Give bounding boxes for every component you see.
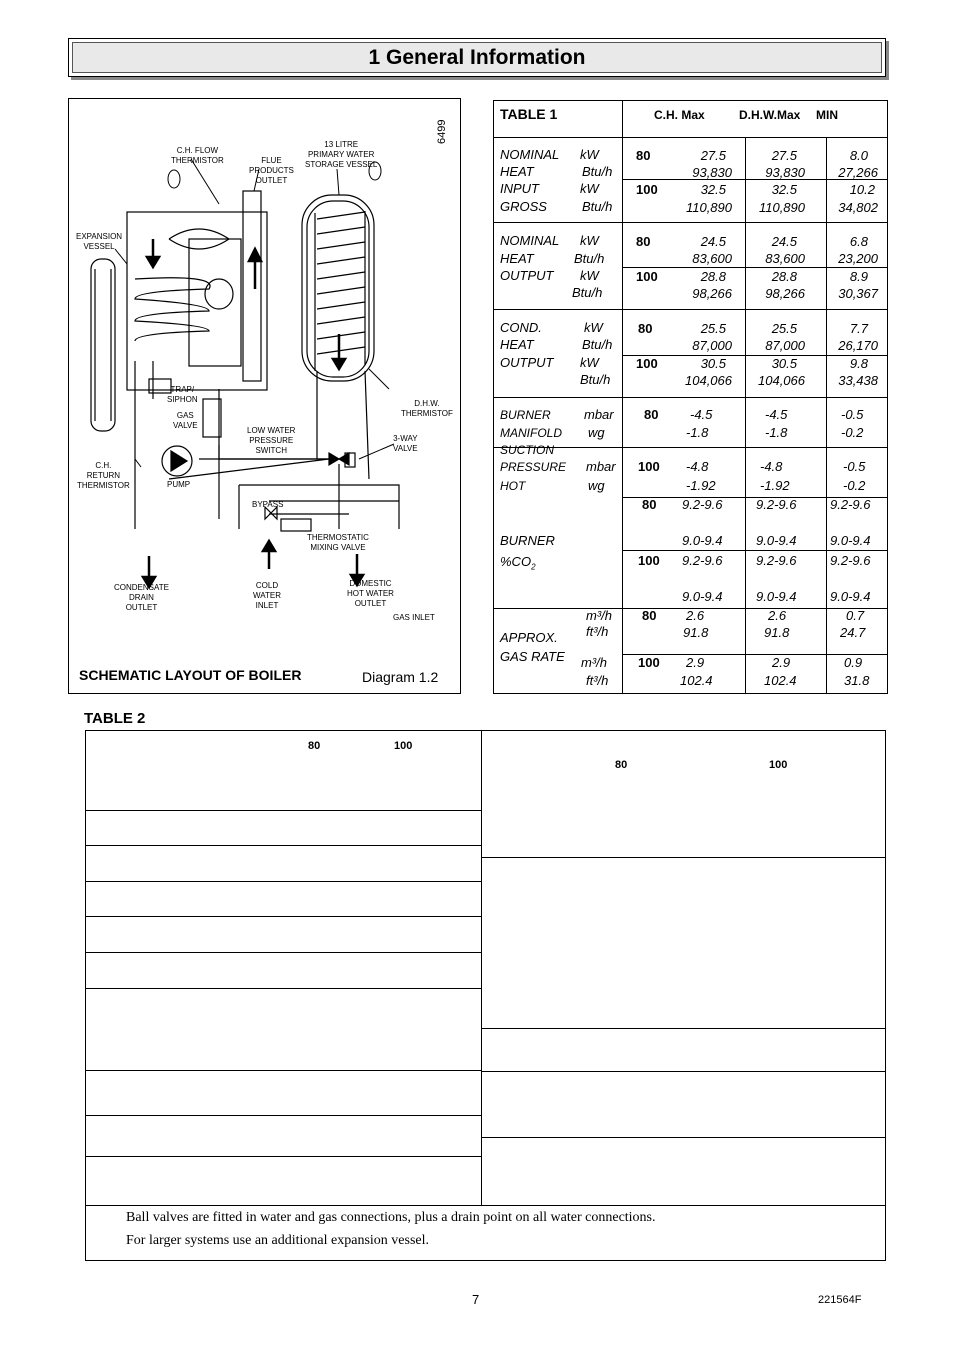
value-cell: 9.2-9.6: [830, 497, 871, 512]
row-label: HOT: [500, 479, 526, 493]
model-100: 100: [638, 553, 660, 568]
value-cell: 26,170: [838, 338, 878, 353]
value-cell: 9.0-9.4: [830, 533, 871, 548]
row-unit: kW: [580, 147, 599, 162]
col-header-ch-max: C.H. Max: [654, 108, 705, 122]
value-cell: 32.5: [771, 182, 797, 197]
label-low-water-pressure-switch: LOW WATER PRESSURE SWITCH: [247, 426, 296, 455]
value-cell: 7.7: [849, 321, 868, 336]
row-label: APPROX.: [500, 630, 558, 645]
value-cell: -4.5: [690, 407, 713, 422]
diagram-caption: SCHEMATIC LAYOUT OF BOILER: [79, 667, 302, 683]
value-cell: 102.4: [764, 673, 797, 688]
value-cell: 9.0-9.4: [756, 533, 797, 548]
value-cell: -0.5: [841, 407, 864, 422]
row-unit: kW: [580, 355, 599, 370]
value-cell: 102.4: [680, 673, 713, 688]
row-label: BURNER: [500, 533, 555, 548]
label-flue-outlet: FLUE PRODUCTS OUTLET: [249, 156, 294, 185]
value-cell: 0.7: [846, 608, 865, 623]
page-title: 1 General Information: [72, 42, 882, 73]
row-label-co2: $\%CO_2$: [500, 554, 536, 572]
value-cell: -1.8: [765, 425, 788, 440]
label-thermostatic-mixing-valve: THERMOSTATIC MIXING VALVE: [307, 533, 369, 552]
value-cell: 91.8: [764, 625, 790, 640]
model-100: 100: [638, 655, 660, 670]
t2-left-header-100: 100: [394, 740, 413, 752]
value-cell: 2.6: [768, 608, 787, 623]
row-label: INPUT: [500, 181, 539, 196]
value-cell: 27.5: [700, 148, 726, 163]
value-cell: 33,438: [838, 373, 878, 388]
value-cell: -0.2: [841, 425, 864, 440]
value-cell: -0.2: [843, 478, 866, 493]
value-cell: 2.6: [686, 608, 705, 623]
model-80: 80: [642, 608, 657, 623]
value-cell: 34,802: [838, 200, 878, 215]
row-label: GROSS: [500, 199, 547, 214]
col-header-min: MIN: [816, 108, 838, 122]
row-unit: kW: [580, 181, 599, 196]
row-unit: ft³/h: [586, 673, 609, 688]
table-2-title: TABLE 2: [84, 710, 146, 727]
col-header-dhw-max: D.H.W.Max: [739, 108, 801, 122]
row-label: HEAT: [500, 337, 534, 352]
value-cell: -1.8: [686, 425, 709, 440]
label-ch-return-thermistor: C.H. RETURN THERMISTOR: [77, 461, 130, 490]
value-cell: 10.2: [849, 182, 875, 197]
row-unit: kW: [580, 233, 599, 248]
value-cell: 9.0-9.4: [682, 589, 723, 604]
value-cell: 24.5: [700, 234, 726, 249]
label-storage-vessel: 13 LITRE PRIMARY WATER STORAGE VESSEL: [305, 140, 378, 169]
row-label: PRESSURE: [500, 460, 567, 474]
row-unit: mbar: [586, 459, 616, 474]
value-cell: -1.92: [760, 478, 790, 493]
value-cell: -1.92: [686, 478, 716, 493]
row-label: NOMINAL: [500, 147, 560, 162]
value-cell: 98,266: [692, 286, 732, 301]
row-unit: mbar: [584, 407, 614, 422]
label-dhw-thermistor: D.H.W. THERMISTOF: [401, 399, 453, 418]
label-gas-inlet: GAS INLET: [393, 613, 435, 622]
diagram-number: Diagram 1.2: [362, 669, 439, 685]
t2-right-header-100: 100: [769, 759, 788, 771]
row-unit: wg: [588, 425, 605, 440]
label-bypass: BYPASS: [252, 500, 284, 509]
row-unit: Btu/h: [574, 251, 605, 266]
model-80: 80: [636, 234, 651, 249]
section-title-box: [68, 38, 886, 77]
label-gas-valve: GAS VALVE: [173, 411, 198, 430]
label-expansion-vessel: EXPANSION VESSEL: [76, 232, 123, 251]
value-cell: 25.5: [700, 321, 726, 336]
row-label: SUCTION: [500, 443, 554, 457]
value-cell: 31.8: [844, 673, 870, 688]
value-cell: 91.8: [683, 625, 709, 640]
note-ball-valves: Ball valves are fitted in water and gas connections, plus a drain point on all water connections.: [126, 1210, 656, 1225]
model-80: 80: [636, 148, 651, 163]
value-cell: 9.2-9.6: [682, 497, 723, 512]
model-80: 80: [642, 497, 657, 512]
value-cell: 24.5: [771, 234, 797, 249]
value-cell: -0.5: [843, 459, 866, 474]
value-cell: -4.5: [765, 407, 788, 422]
page-number: 7: [472, 1292, 480, 1307]
label-ch-flow-thermistor: C.H. FLOW THERMISTOR: [171, 146, 224, 165]
row-label: GAS RATE: [500, 649, 565, 664]
value-cell: 32.5: [700, 182, 726, 197]
note-expansion-vessel: For larger systems use an additional expansion vessel.: [126, 1233, 430, 1248]
value-cell: 30.5: [700, 356, 726, 371]
value-cell: 9.2-9.6: [830, 553, 871, 568]
value-cell: 110,890: [758, 200, 805, 215]
value-cell: -4.8: [760, 459, 783, 474]
value-cell: 87,000: [765, 338, 805, 353]
row-label: HEAT: [500, 251, 534, 266]
value-cell: 2.9: [772, 655, 791, 670]
label-domestic-hot-water-outlet: DOMESTIC HOT WATER OUTLET: [347, 579, 394, 608]
value-cell: 83,600: [765, 251, 805, 266]
table-2: [85, 730, 886, 1261]
value-cell: 87,000: [692, 338, 732, 353]
value-cell: 104,066: [758, 373, 805, 388]
label-cold-water-inlet: COLD WATER INLET: [253, 581, 281, 610]
value-cell: 9.0-9.4: [756, 589, 797, 604]
value-cell: 9.0-9.4: [830, 589, 871, 604]
t2-right-header-80: 80: [615, 759, 628, 771]
t2-left-header-80: 80: [308, 740, 321, 752]
value-cell: 2.9: [686, 655, 705, 670]
value-cell: 9.2-9.6: [682, 553, 723, 568]
value-cell: 28.8: [700, 269, 726, 284]
value-cell: 23,200: [838, 251, 878, 266]
row-unit: m³/h: [581, 655, 607, 670]
value-cell: 93,830: [692, 165, 732, 180]
value-cell: 25.5: [771, 321, 797, 336]
value-cell: 30,367: [838, 286, 878, 301]
value-cell: 0.9: [844, 655, 863, 670]
value-cell: 27.5: [771, 148, 797, 163]
label-condensate-drain-outlet: CONDENSATE DRAIN OUTLET: [114, 583, 169, 612]
row-label: MANIFOLD: [500, 426, 563, 440]
row-unit: kW: [584, 320, 603, 335]
table-1: [493, 100, 888, 694]
value-cell: 9.8: [849, 356, 868, 371]
value-cell: 93,830: [765, 165, 805, 180]
row-label: HEAT: [500, 164, 534, 179]
value-cell: 8.0: [849, 148, 868, 163]
value-cell: 30.5: [771, 356, 797, 371]
row-unit: kW: [580, 268, 599, 283]
value-cell: 24.7: [840, 625, 866, 640]
row-unit: Btu/h: [582, 337, 613, 352]
table-1-title: TABLE 1: [500, 106, 558, 122]
value-cell: 9.0-9.4: [682, 533, 723, 548]
value-cell: 110,890: [685, 200, 732, 215]
value-cell: 98,266: [765, 286, 805, 301]
row-label: BURNER: [500, 408, 551, 422]
row-unit: m³/h: [586, 608, 612, 623]
row-label: COND.: [500, 320, 542, 335]
value-cell: 8.9: [849, 269, 868, 284]
row-unit: ft³/h: [586, 624, 609, 639]
value-cell: -4.8: [686, 459, 709, 474]
row-label: OUTPUT: [500, 355, 554, 370]
value-cell: 9.2-9.6: [756, 553, 797, 568]
label-pump: PUMP: [167, 480, 191, 489]
row-unit: Btu/h: [580, 372, 611, 387]
label-trap-siphon: TRAP/ SIPHON: [167, 385, 198, 404]
model-100: 100: [638, 459, 660, 474]
row-unit: Btu/h: [572, 285, 603, 300]
value-cell: 9.2-9.6: [756, 497, 797, 512]
model-80: 80: [644, 407, 659, 422]
row-unit: Btu/h: [582, 164, 613, 179]
document-reference: 221564F: [818, 1294, 862, 1306]
diagram-ref-number: 6499: [436, 119, 448, 144]
model-100: 100: [636, 269, 658, 284]
value-cell: 104,066: [685, 373, 732, 388]
value-cell: 28.8: [771, 269, 797, 284]
row-unit: wg: [588, 478, 605, 493]
row-label: OUTPUT: [500, 268, 554, 283]
model-100: 100: [636, 182, 658, 197]
label-3-way-valve: 3-WAY VALVE: [393, 434, 418, 453]
model-80: 80: [638, 321, 653, 336]
row-label: NOMINAL: [500, 233, 560, 248]
value-cell: 83,600: [692, 251, 732, 266]
schematic-diagram: [68, 98, 461, 694]
value-cell: 6.8: [849, 234, 868, 249]
value-cell: 27,266: [838, 165, 878, 180]
row-unit: Btu/h: [582, 199, 613, 214]
model-100: 100: [636, 356, 658, 371]
